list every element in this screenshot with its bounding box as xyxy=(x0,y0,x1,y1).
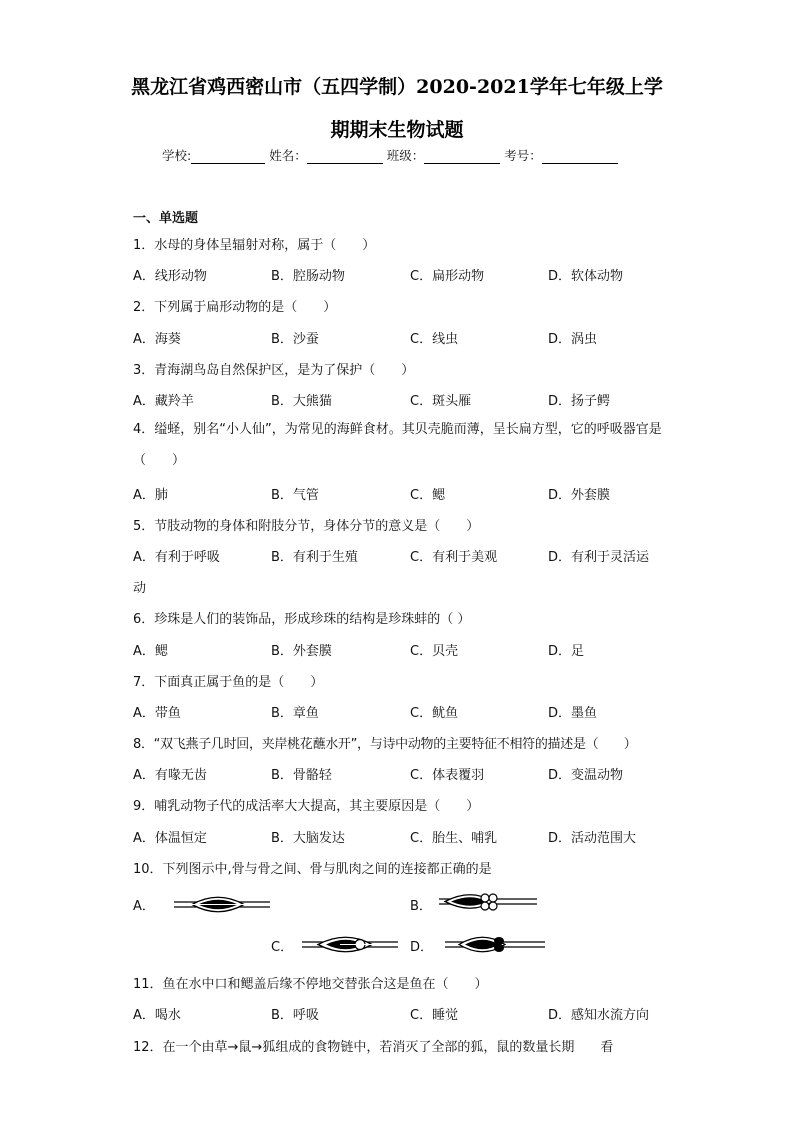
q9-option-b[interactable]: B．大脑发达 xyxy=(271,831,345,846)
q6-option-a[interactable]: A．鳃 xyxy=(133,644,168,659)
q10-figure-d[interactable] xyxy=(443,928,547,960)
q1-option-a[interactable]: A．线形动物 xyxy=(133,269,207,284)
section-heading: 一、单选题 xyxy=(133,211,199,226)
class-label: 班级： xyxy=(386,148,425,163)
q10-figure-a[interactable] xyxy=(172,890,272,920)
q8-option-d[interactable]: D．变温动物 xyxy=(548,768,624,783)
q9-option-d[interactable]: D．活动范围大 xyxy=(548,831,637,846)
q4-option-a[interactable]: A．肺 xyxy=(133,488,168,503)
page-title-line2: 期期末生物试题 xyxy=(330,119,464,141)
q4-option-c[interactable]: C．鳃 xyxy=(410,488,446,503)
q10-option-a[interactable]: A． xyxy=(133,899,155,914)
q10-option-c[interactable]: C． xyxy=(271,940,294,955)
q10-figure-c[interactable] xyxy=(300,928,400,960)
name-blank[interactable] xyxy=(307,149,383,164)
q10-option-d[interactable]: D． xyxy=(410,940,434,955)
q5-option-d-continued: 动 xyxy=(133,581,147,596)
q9-option-c[interactable]: C．胎生、哺乳 xyxy=(410,831,498,846)
q9-option-a[interactable]: A．体温恒定 xyxy=(133,831,207,846)
q10-option-b[interactable]: B． xyxy=(410,899,432,914)
q8-option-c[interactable]: C．体表覆羽 xyxy=(410,768,485,783)
q6-option-b[interactable]: B．外套膜 xyxy=(271,644,332,659)
q2-option-c[interactable]: C．线虫 xyxy=(410,332,459,347)
q3-option-c[interactable]: C．斑头雁 xyxy=(410,394,472,409)
q4-option-b[interactable]: B．气管 xyxy=(271,488,319,503)
q5-option-d[interactable]: D．有利于灵活运 xyxy=(548,550,650,565)
school-blank[interactable] xyxy=(191,149,265,164)
q3-option-b[interactable]: B．大熊猫 xyxy=(271,394,332,409)
q7-option-d[interactable]: D．墨鱼 xyxy=(548,706,598,721)
q1-option-d[interactable]: D．软体动物 xyxy=(548,269,624,284)
q3-option-d[interactable]: D．扬子鳄 xyxy=(548,394,611,409)
school-label: 学校: xyxy=(162,148,192,163)
question-1: 1．水母的身体呈辐射对称，属于（ ） xyxy=(133,238,376,253)
q2-option-a[interactable]: A．海葵 xyxy=(133,332,181,347)
question-2: 2．下列属于扁形动物的是（ ） xyxy=(133,300,337,315)
number-label: 考号： xyxy=(504,148,542,163)
q7-option-a[interactable]: A．带鱼 xyxy=(133,706,181,721)
question-7: 7．下面真正属于鱼的是（ ） xyxy=(133,675,324,690)
page-title-line1: 黑龙江省鸡西密山市（五四学制）2020-2021学年七年级上学 xyxy=(131,76,663,98)
q3-option-a[interactable]: A．藏羚羊 xyxy=(133,394,194,409)
q2-option-b[interactable]: B．沙蚕 xyxy=(271,332,319,347)
name-label: 姓名： xyxy=(269,148,307,163)
question-6: 6．珍珠是人们的装饰品，形成珍珠的结构是珍珠蚌的（ ） xyxy=(133,612,471,627)
question-11: 11．鱼在水中口和鳃盖后缘不停地交替张合这是鱼在（ ） xyxy=(133,977,488,992)
q11-option-a[interactable]: A．喝水 xyxy=(133,1008,181,1023)
q2-option-d[interactable]: D．涡虫 xyxy=(548,332,598,347)
question-5: 5．节肢动物的身体和附肢分节，身体分节的意义是（ ） xyxy=(133,519,480,534)
q7-option-b[interactable]: B．章鱼 xyxy=(271,706,319,721)
q5-option-c[interactable]: C．有利于美观 xyxy=(410,550,498,565)
q8-option-a[interactable]: A．有喙无齿 xyxy=(133,768,207,783)
q11-option-b[interactable]: B．呼吸 xyxy=(271,1008,319,1023)
q4-option-d[interactable]: D．外套膜 xyxy=(548,488,611,503)
q11-option-d[interactable]: D．感知水流方向 xyxy=(548,1008,650,1023)
q8-option-b[interactable]: B．骨骼轻 xyxy=(271,768,332,783)
q6-option-d[interactable]: D．足 xyxy=(548,644,585,659)
question-9: 9．哺乳动物子代的成活率大大提高，其主要原因是（ ） xyxy=(133,799,480,814)
q10-figure-b[interactable] xyxy=(437,886,539,920)
q5-option-b[interactable]: B．有利于生殖 xyxy=(271,550,358,565)
question-4: 4．缢蛏，别名“小人仙”，为常见的海鲜食材。其贝壳脆而薄，呈长扁方型，它的呼吸器官是（ ） xyxy=(133,422,662,468)
q1-option-c[interactable]: C．扁形动物 xyxy=(410,269,485,284)
q6-option-c[interactable]: C．贝壳 xyxy=(410,644,459,659)
student-info-line xyxy=(162,146,618,164)
q7-option-c[interactable]: C．鱿鱼 xyxy=(410,706,459,721)
q11-option-c[interactable]: C．睡觉 xyxy=(410,1008,459,1023)
number-blank[interactable] xyxy=(542,149,618,164)
question-12: 12．在一个由草→鼠→狐组成的食物链中，若消灭了全部的狐，鼠的数量长期 看 xyxy=(133,1040,614,1055)
q5-option-a[interactable]: A．有利于呼吸 xyxy=(133,550,220,565)
question-3: 3．青海湖鸟岛自然保护区，是为了保护（ ） xyxy=(133,363,415,378)
class-blank[interactable] xyxy=(424,149,500,164)
q1-option-b[interactable]: B．腔肠动物 xyxy=(271,269,345,284)
question-10: 10．下列图示中,骨与骨之间、骨与肌肉之间的连接都正确的是 xyxy=(133,862,492,877)
question-8: 8．“双飞燕子几时回，夹岸桃花蘸水开”，与诗中动物的主要特征不相符的描述是（ ） xyxy=(133,737,637,752)
